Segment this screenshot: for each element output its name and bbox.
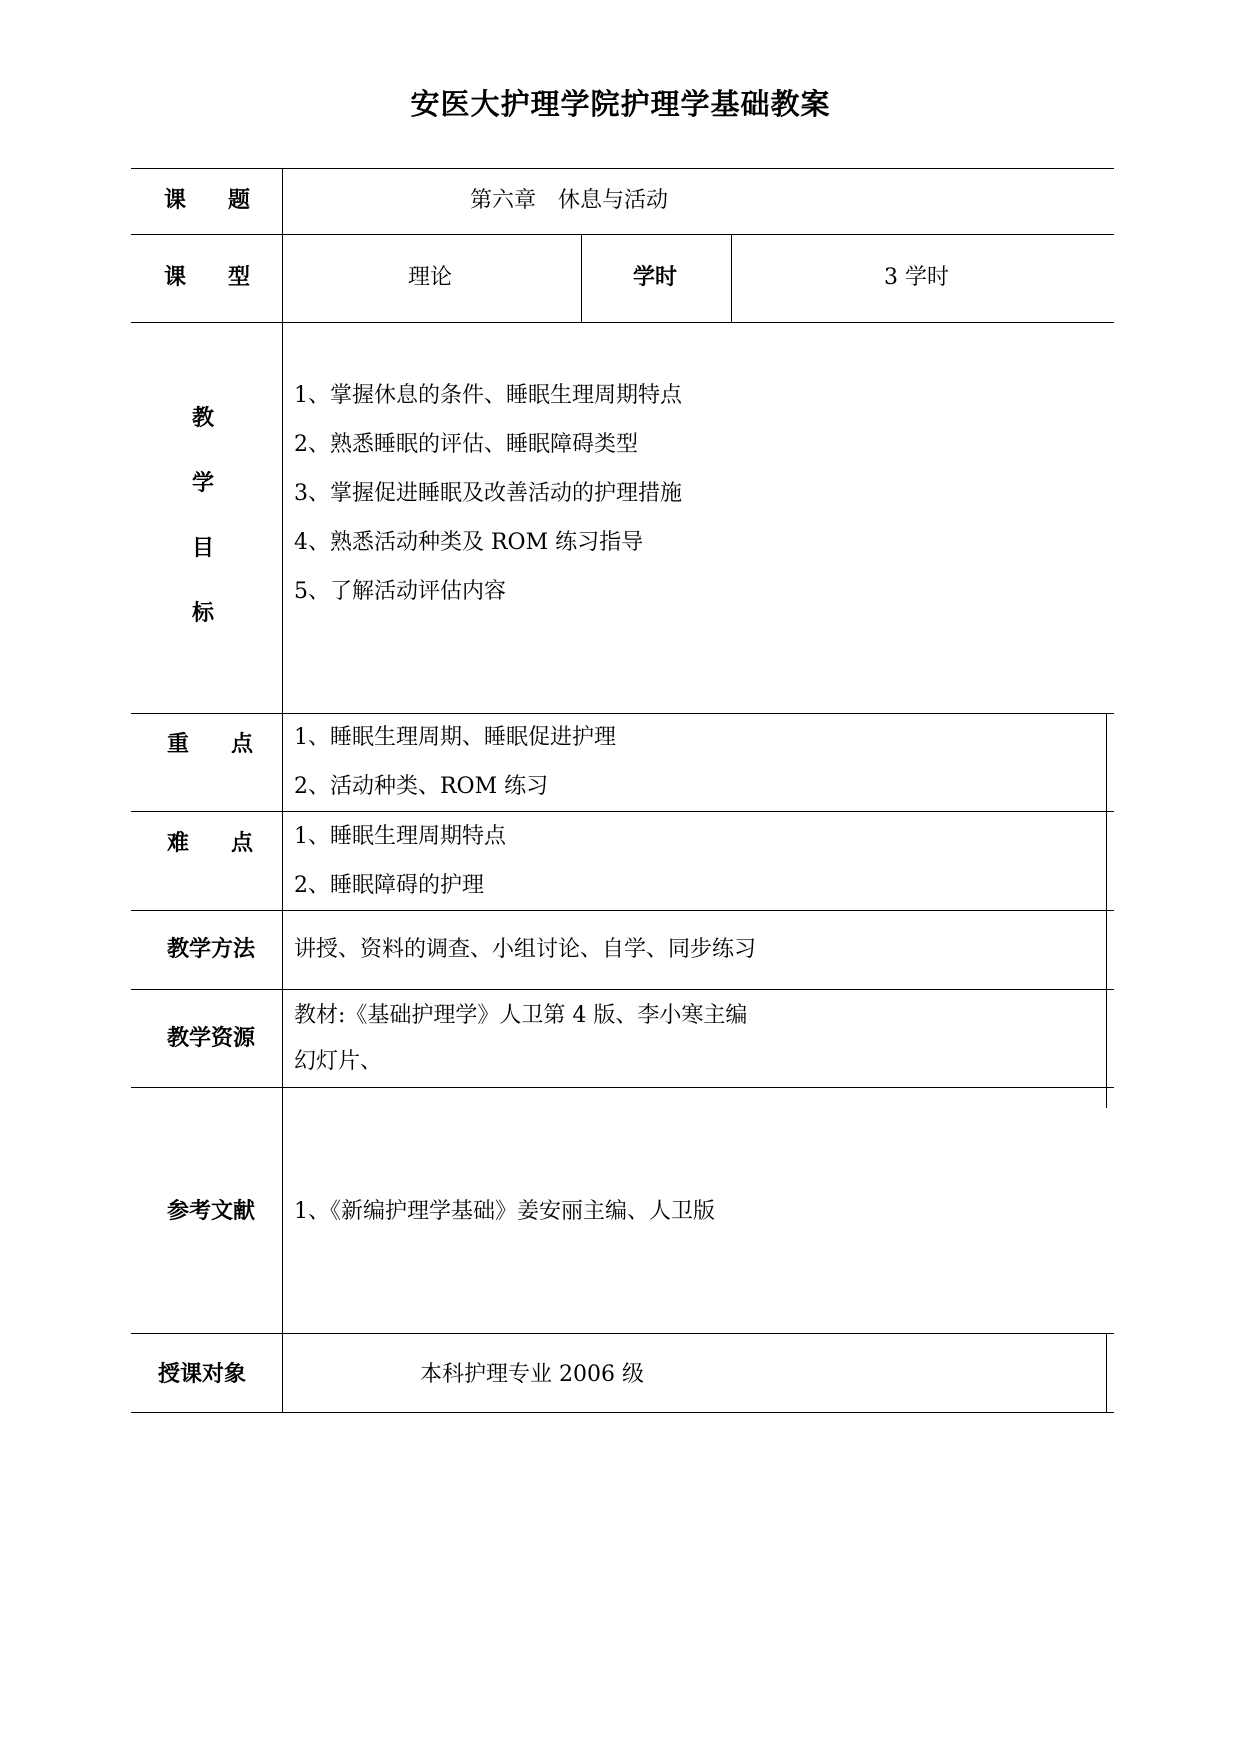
hours-label: 学时	[633, 265, 678, 290]
resources-list	[294, 1005, 747, 1097]
row-divider	[131, 1333, 1114, 1334]
row-divider	[131, 322, 1114, 323]
references-label: 参考文献	[167, 1199, 256, 1224]
difficulties-label	[167, 833, 253, 855]
topic-value: 第六章 休息与活动	[470, 188, 669, 213]
difficulties-list	[294, 826, 506, 924]
list-item: 2、睡眠障碍的护理	[294, 873, 484, 898]
row-divider	[131, 910, 1114, 911]
row-divider	[131, 713, 1114, 714]
table-border-bottom	[131, 1412, 1114, 1413]
label-char: 课	[164, 265, 187, 290]
resources-label: 教学资源	[167, 1026, 256, 1051]
list-item: 2、活动种类、ROM 练习	[294, 774, 549, 799]
label-char: 型	[227, 265, 250, 290]
hours-value: 3 学时	[884, 265, 949, 290]
objectives-list	[294, 385, 682, 630]
label-char: 点	[230, 831, 253, 856]
audience-value: 本科护理专业 2006 级	[420, 1362, 644, 1387]
label-char: 教	[192, 406, 215, 431]
objectives-label	[192, 408, 214, 668]
row-divider	[131, 234, 1114, 235]
document-title: 安医大护理学院护理学基础教案	[410, 87, 831, 121]
label-char: 课	[164, 188, 187, 213]
cell-divider	[731, 234, 732, 322]
table-border-right	[1106, 713, 1107, 1108]
list-item: 1、《新编护理学基础》姜安丽主编、人卫版	[294, 1199, 715, 1224]
methods-label: 教学方法	[167, 937, 256, 962]
label-char: 重	[167, 732, 190, 757]
label-char: 难	[167, 831, 190, 856]
references-list	[294, 1201, 715, 1250]
key-points-list	[294, 727, 616, 825]
label-char: 目	[192, 536, 215, 561]
label-char: 标	[192, 601, 215, 626]
row-divider	[131, 989, 1114, 990]
list-item: 4、熟悉活动种类及 ROM 练习指导	[294, 530, 644, 555]
list-item: 1、睡眠生理周期、睡眠促进护理	[294, 725, 616, 750]
list-item: 教材:《基础护理学》人卫第 4 版、李小寒主编	[294, 1003, 748, 1028]
key-points-label	[167, 734, 253, 756]
course-type-label	[164, 267, 250, 289]
table-border-top	[131, 168, 1114, 169]
label-char: 点	[230, 732, 253, 757]
table-border-right	[1106, 1333, 1107, 1412]
list-item: 2、熟悉睡眠的评估、睡眠障碍类型	[294, 432, 638, 457]
topic-label	[164, 190, 250, 212]
methods-value: 讲授、资料的调查、小组讨论、自学、同步练习	[294, 937, 757, 962]
cell-divider	[581, 234, 582, 322]
label-char: 题	[227, 188, 250, 213]
label-column-divider	[282, 168, 283, 1412]
label-char: 学	[192, 471, 215, 496]
list-item: 5、了解活动评估内容	[294, 579, 506, 604]
course-type-value: 理论	[408, 265, 453, 290]
list-item: 1、掌握休息的条件、睡眠生理周期特点	[294, 383, 682, 408]
list-item: 幻灯片、	[294, 1049, 383, 1074]
row-divider	[131, 811, 1114, 812]
list-item: 1、睡眠生理周期特点	[294, 824, 506, 849]
list-item: 3、掌握促进睡眠及改善活动的护理措施	[294, 481, 682, 506]
audience-label: 授课对象	[158, 1362, 247, 1387]
